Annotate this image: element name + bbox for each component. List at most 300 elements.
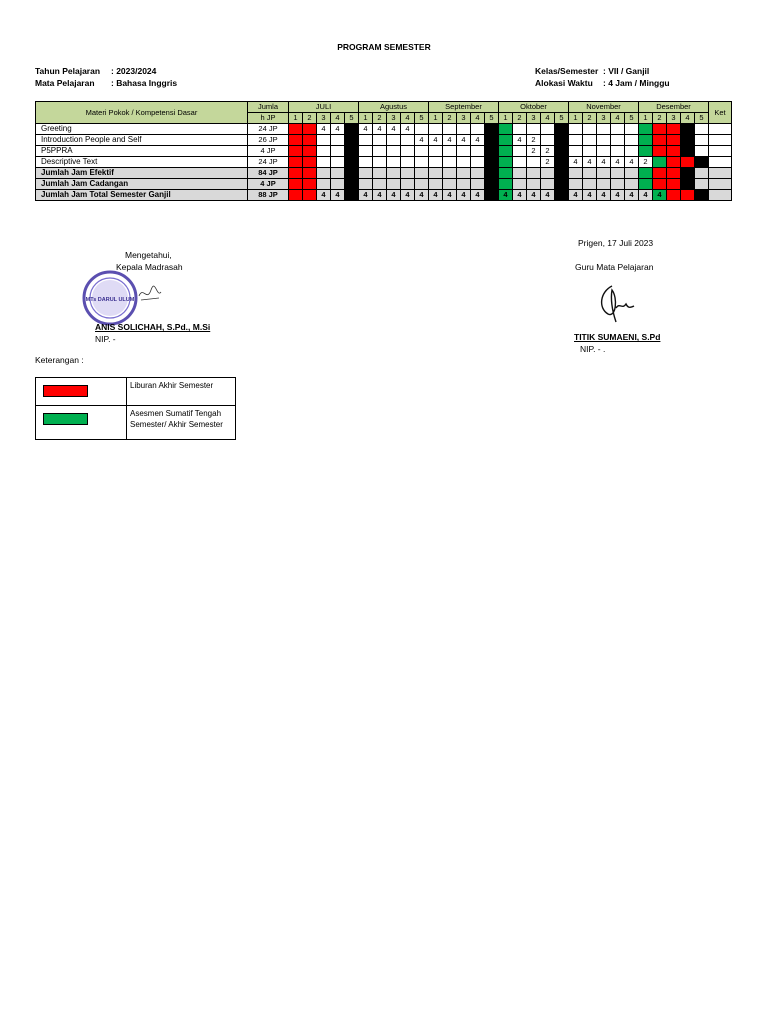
week-cell — [681, 124, 695, 135]
week-header: 5 — [345, 113, 359, 124]
week-cell — [555, 168, 569, 179]
week-cell — [541, 179, 555, 190]
week-cell — [555, 157, 569, 168]
week-header: 4 — [611, 113, 625, 124]
week-cell — [625, 168, 639, 179]
week-cell — [513, 179, 527, 190]
week-header: 1 — [569, 113, 583, 124]
week-cell — [387, 168, 401, 179]
week-header: 2 — [373, 113, 387, 124]
table-row — [36, 135, 732, 146]
week-cell — [471, 124, 485, 135]
week-cell — [485, 168, 499, 179]
week-cell — [583, 168, 597, 179]
week-cell — [695, 179, 709, 190]
week-cell — [429, 168, 443, 179]
week-cell — [597, 135, 611, 146]
week-cell — [485, 190, 499, 201]
week-cell — [289, 157, 303, 168]
week-cell — [415, 146, 429, 157]
week-cell — [499, 168, 513, 179]
week-cell — [653, 135, 667, 146]
week-cell — [387, 179, 401, 190]
table-header-row — [36, 102, 732, 113]
legend-label: Liburan Akhir Semester — [127, 378, 236, 406]
week-cell: 4 — [639, 190, 653, 201]
week-cell: 4 — [499, 190, 513, 201]
week-cell: 4 — [457, 135, 471, 146]
week-cell — [415, 168, 429, 179]
week-cell — [527, 157, 541, 168]
week-cell — [331, 168, 345, 179]
week-header: 5 — [625, 113, 639, 124]
week-cell — [681, 168, 695, 179]
teacher-name: TITIK SUMAENI, S.Pd — [574, 332, 661, 342]
week-cell — [289, 168, 303, 179]
week-cell — [513, 146, 527, 157]
week-cell — [373, 168, 387, 179]
week-cell — [597, 146, 611, 157]
meta-value: : VII / Ganjil — [603, 66, 650, 76]
week-cell — [303, 179, 317, 190]
week-cell — [569, 179, 583, 190]
week-header: 4 — [471, 113, 485, 124]
week-cell — [681, 190, 695, 201]
principal-nip: NIP. - — [95, 334, 116, 344]
week-cell — [555, 179, 569, 190]
week-cell — [499, 157, 513, 168]
week-cell — [345, 168, 359, 179]
meta-left-1 — [35, 66, 157, 77]
week-cell — [345, 135, 359, 146]
week-cell — [611, 179, 625, 190]
week-header: 1 — [429, 113, 443, 124]
week-header: 2 — [653, 113, 667, 124]
week-cell — [359, 168, 373, 179]
week-cell — [499, 124, 513, 135]
week-header: 3 — [387, 113, 401, 124]
week-cell — [457, 124, 471, 135]
week-header: 4 — [331, 113, 345, 124]
week-cell: 4 — [359, 124, 373, 135]
week-cell — [289, 190, 303, 201]
legend-table — [35, 377, 236, 440]
week-header: 2 — [443, 113, 457, 124]
week-cell — [457, 179, 471, 190]
week-cell: 2 — [527, 146, 541, 157]
week-header: 2 — [583, 113, 597, 124]
week-cell: 4 — [653, 190, 667, 201]
ket-cell — [709, 135, 732, 146]
ket-cell — [709, 190, 732, 201]
col-jumlah-header-top: Jumla — [248, 102, 289, 113]
week-cell — [401, 179, 415, 190]
legend-swatch-cell — [36, 406, 127, 440]
legend-heading: Keterangan : — [35, 355, 84, 365]
week-cell — [443, 168, 457, 179]
week-cell — [499, 179, 513, 190]
week-cell — [443, 146, 457, 157]
week-cell: 4 — [597, 157, 611, 168]
week-header: 1 — [359, 113, 373, 124]
week-cell — [597, 179, 611, 190]
week-cell — [597, 124, 611, 135]
week-cell — [695, 135, 709, 146]
week-cell — [471, 168, 485, 179]
week-cell — [289, 124, 303, 135]
week-cell: 4 — [429, 190, 443, 201]
col-materi-header: Materi Pokok / Kompetensi Dasar — [36, 102, 248, 124]
week-cell — [639, 168, 653, 179]
week-cell — [583, 135, 597, 146]
week-cell — [429, 146, 443, 157]
week-cell: 4 — [471, 135, 485, 146]
ket-cell — [709, 168, 732, 179]
week-cell — [667, 135, 681, 146]
week-header: 3 — [597, 113, 611, 124]
assessment-swatch — [43, 413, 88, 425]
week-cell — [331, 179, 345, 190]
week-cell — [527, 179, 541, 190]
week-cell — [471, 179, 485, 190]
week-cell — [499, 135, 513, 146]
meta-value: : Bahasa Inggris — [111, 78, 178, 88]
legend-row — [36, 378, 236, 406]
week-cell — [387, 146, 401, 157]
week-cell — [303, 157, 317, 168]
week-cell — [667, 179, 681, 190]
meta-left-2 — [35, 78, 178, 89]
week-cell — [401, 168, 415, 179]
month-header: Desember — [639, 102, 709, 113]
week-cell: 4 — [569, 190, 583, 201]
week-cell — [667, 146, 681, 157]
week-cell — [695, 157, 709, 168]
table-row — [36, 190, 732, 201]
week-cell — [653, 157, 667, 168]
week-cell — [457, 146, 471, 157]
week-cell — [485, 179, 499, 190]
week-cell — [569, 168, 583, 179]
week-cell — [555, 124, 569, 135]
week-cell — [695, 146, 709, 157]
week-header: 3 — [457, 113, 471, 124]
week-cell: 4 — [401, 190, 415, 201]
week-cell: 4 — [625, 190, 639, 201]
week-cell: 2 — [639, 157, 653, 168]
row-jp: 24 JP — [248, 157, 289, 168]
week-cell: 4 — [359, 190, 373, 201]
week-cell — [331, 146, 345, 157]
ket-cell — [709, 179, 732, 190]
table-row — [36, 168, 732, 179]
week-header: 5 — [415, 113, 429, 124]
week-cell — [387, 135, 401, 146]
week-cell — [667, 157, 681, 168]
week-cell — [429, 179, 443, 190]
week-cell: 4 — [513, 135, 527, 146]
week-cell — [681, 135, 695, 146]
week-cell — [625, 124, 639, 135]
week-cell — [317, 179, 331, 190]
row-jp: 84 JP — [248, 168, 289, 179]
week-header: 1 — [639, 113, 653, 124]
week-cell — [289, 135, 303, 146]
week-cell — [359, 179, 373, 190]
week-cell — [695, 168, 709, 179]
week-cell — [415, 179, 429, 190]
week-cell — [331, 135, 345, 146]
week-cell — [303, 135, 317, 146]
week-cell — [555, 135, 569, 146]
col-jumlah-header-bottom: h JP — [248, 113, 289, 124]
week-cell — [429, 157, 443, 168]
week-cell — [345, 179, 359, 190]
page-title: PROGRAM SEMESTER — [337, 42, 431, 52]
week-cell — [555, 146, 569, 157]
table-row — [36, 157, 732, 168]
week-cell: 4 — [387, 190, 401, 201]
week-cell — [541, 124, 555, 135]
week-cell — [541, 168, 555, 179]
meta-label: Mata Pelajaran — [35, 78, 95, 88]
week-cell: 4 — [625, 157, 639, 168]
meta-right-1 — [535, 66, 650, 77]
week-cell — [317, 146, 331, 157]
week-cell — [429, 124, 443, 135]
week-cell: 4 — [387, 124, 401, 135]
week-cell — [667, 168, 681, 179]
week-cell: 4 — [429, 135, 443, 146]
week-cell — [485, 135, 499, 146]
meta-label: Tahun Pelajaran — [35, 66, 101, 76]
week-cell: 4 — [457, 190, 471, 201]
week-cell — [611, 124, 625, 135]
row-name: Descriptive Text — [36, 157, 248, 168]
week-header: 2 — [513, 113, 527, 124]
week-cell — [373, 135, 387, 146]
week-cell — [681, 146, 695, 157]
week-cell: 4 — [443, 135, 457, 146]
week-cell — [401, 157, 415, 168]
month-header: November — [569, 102, 639, 113]
week-cell — [331, 157, 345, 168]
meta-label: Alokasi Waktu — [535, 78, 593, 88]
legend-label: Asesmen Sumatif Tengah Semester/ Akhir Semester — [127, 406, 236, 440]
week-cell — [359, 157, 373, 168]
semester-table — [35, 101, 732, 201]
week-cell — [695, 124, 709, 135]
week-cell — [583, 146, 597, 157]
week-cell — [681, 179, 695, 190]
week-cell — [317, 157, 331, 168]
week-cell — [611, 168, 625, 179]
week-cell — [373, 157, 387, 168]
week-header: 5 — [695, 113, 709, 124]
week-cell — [541, 135, 555, 146]
week-cell: 4 — [317, 124, 331, 135]
week-cell — [653, 124, 667, 135]
school-stamp — [82, 270, 138, 326]
week-cell: 4 — [541, 190, 555, 201]
teacher-title: Guru Mata Pelajaran — [575, 262, 654, 272]
week-cell — [415, 124, 429, 135]
row-name: Jumlah Jam Cadangan — [36, 179, 248, 190]
week-cell: 4 — [373, 124, 387, 135]
principal-title: Kepala Madrasah — [116, 262, 183, 272]
week-cell — [303, 168, 317, 179]
week-cell — [303, 146, 317, 157]
teacher-signature — [592, 278, 638, 328]
week-cell — [289, 179, 303, 190]
week-cell — [583, 179, 597, 190]
week-cell — [345, 146, 359, 157]
principal-signature — [135, 282, 165, 306]
ket-cell — [709, 124, 732, 135]
table-row — [36, 146, 732, 157]
week-cell — [639, 124, 653, 135]
legend-row — [36, 406, 236, 440]
month-header: Agustus — [359, 102, 429, 113]
row-jp: 26 JP — [248, 135, 289, 146]
week-cell — [583, 124, 597, 135]
row-name: Jumlah Jam Efektif — [36, 168, 248, 179]
col-ket-header: Ket — [709, 102, 732, 124]
acknowledge-label: Mengetahui, — [125, 250, 172, 260]
week-cell — [625, 179, 639, 190]
week-cell — [471, 146, 485, 157]
week-cell — [555, 190, 569, 201]
week-cell — [443, 157, 457, 168]
month-header: September — [429, 102, 499, 113]
week-cell — [681, 157, 695, 168]
week-cell: 4 — [569, 157, 583, 168]
week-cell — [639, 146, 653, 157]
row-name: Greeting — [36, 124, 248, 135]
row-name: Jumlah Jam Total Semester Ganjil — [36, 190, 248, 201]
month-header: JULI — [289, 102, 359, 113]
holiday-swatch — [43, 385, 88, 397]
week-cell — [569, 124, 583, 135]
row-jp: 4 JP — [248, 179, 289, 190]
week-cell — [359, 146, 373, 157]
week-cell: 4 — [443, 190, 457, 201]
week-cell — [499, 146, 513, 157]
week-cell — [653, 146, 667, 157]
week-cell — [457, 157, 471, 168]
week-cell — [373, 146, 387, 157]
week-cell: 4 — [331, 124, 345, 135]
week-cell — [639, 179, 653, 190]
week-cell: 4 — [373, 190, 387, 201]
week-header: 1 — [289, 113, 303, 124]
meta-value: : 2023/2024 — [111, 66, 157, 76]
week-cell: 4 — [415, 190, 429, 201]
week-cell — [345, 124, 359, 135]
week-cell — [513, 157, 527, 168]
week-cell — [569, 135, 583, 146]
week-cell — [639, 135, 653, 146]
week-cell — [457, 168, 471, 179]
week-cell: 4 — [401, 124, 415, 135]
week-cell: 4 — [611, 157, 625, 168]
week-cell — [415, 157, 429, 168]
week-cell — [345, 190, 359, 201]
week-cell — [611, 135, 625, 146]
week-header: 3 — [317, 113, 331, 124]
week-cell — [653, 179, 667, 190]
week-header: 3 — [527, 113, 541, 124]
week-cell — [485, 157, 499, 168]
row-jp: 24 JP — [248, 124, 289, 135]
principal-name: ANIS SOLICHAH, S.Pd., M.Si — [95, 322, 211, 332]
week-cell: 4 — [415, 135, 429, 146]
week-header: 4 — [401, 113, 415, 124]
row-name: Introduction People and Self — [36, 135, 248, 146]
week-header: 1 — [499, 113, 513, 124]
table-row — [36, 124, 732, 135]
week-cell: 4 — [513, 190, 527, 201]
week-cell — [289, 146, 303, 157]
row-jp: 4 JP — [248, 146, 289, 157]
week-cell — [667, 190, 681, 201]
meta-value: : 4 Jam / Minggu — [603, 78, 670, 88]
legend-swatch-cell — [36, 378, 127, 406]
week-header: 4 — [541, 113, 555, 124]
place-date: Prigen, 17 Juli 2023 — [578, 238, 654, 248]
week-cell: 4 — [583, 157, 597, 168]
week-cell — [443, 179, 457, 190]
row-jp: 88 JP — [248, 190, 289, 201]
week-cell: 4 — [597, 190, 611, 201]
week-cell — [387, 157, 401, 168]
week-cell — [695, 190, 709, 201]
week-header: 5 — [555, 113, 569, 124]
week-cell — [513, 124, 527, 135]
week-header: 4 — [681, 113, 695, 124]
week-header: 2 — [303, 113, 317, 124]
week-cell — [527, 124, 541, 135]
week-cell — [401, 146, 415, 157]
week-cell — [303, 124, 317, 135]
row-name: P5PPRA — [36, 146, 248, 157]
week-cell — [345, 157, 359, 168]
week-cell: 4 — [611, 190, 625, 201]
week-cell — [485, 124, 499, 135]
week-cell: 4 — [317, 190, 331, 201]
meta-right-2 — [535, 78, 670, 89]
week-cell — [597, 168, 611, 179]
month-header: Oktober — [499, 102, 569, 113]
week-cell — [611, 146, 625, 157]
week-cell — [317, 135, 331, 146]
week-cell — [443, 124, 457, 135]
week-cell: 4 — [583, 190, 597, 201]
week-cell: 2 — [527, 135, 541, 146]
week-cell: 2 — [541, 146, 555, 157]
week-cell — [513, 168, 527, 179]
week-cell — [527, 168, 541, 179]
week-cell: 2 — [541, 157, 555, 168]
week-cell — [401, 135, 415, 146]
week-cell — [625, 146, 639, 157]
week-cell — [373, 179, 387, 190]
week-cell — [359, 135, 373, 146]
week-cell — [653, 168, 667, 179]
ket-cell — [709, 146, 732, 157]
week-cell: 4 — [471, 190, 485, 201]
week-cell — [317, 168, 331, 179]
